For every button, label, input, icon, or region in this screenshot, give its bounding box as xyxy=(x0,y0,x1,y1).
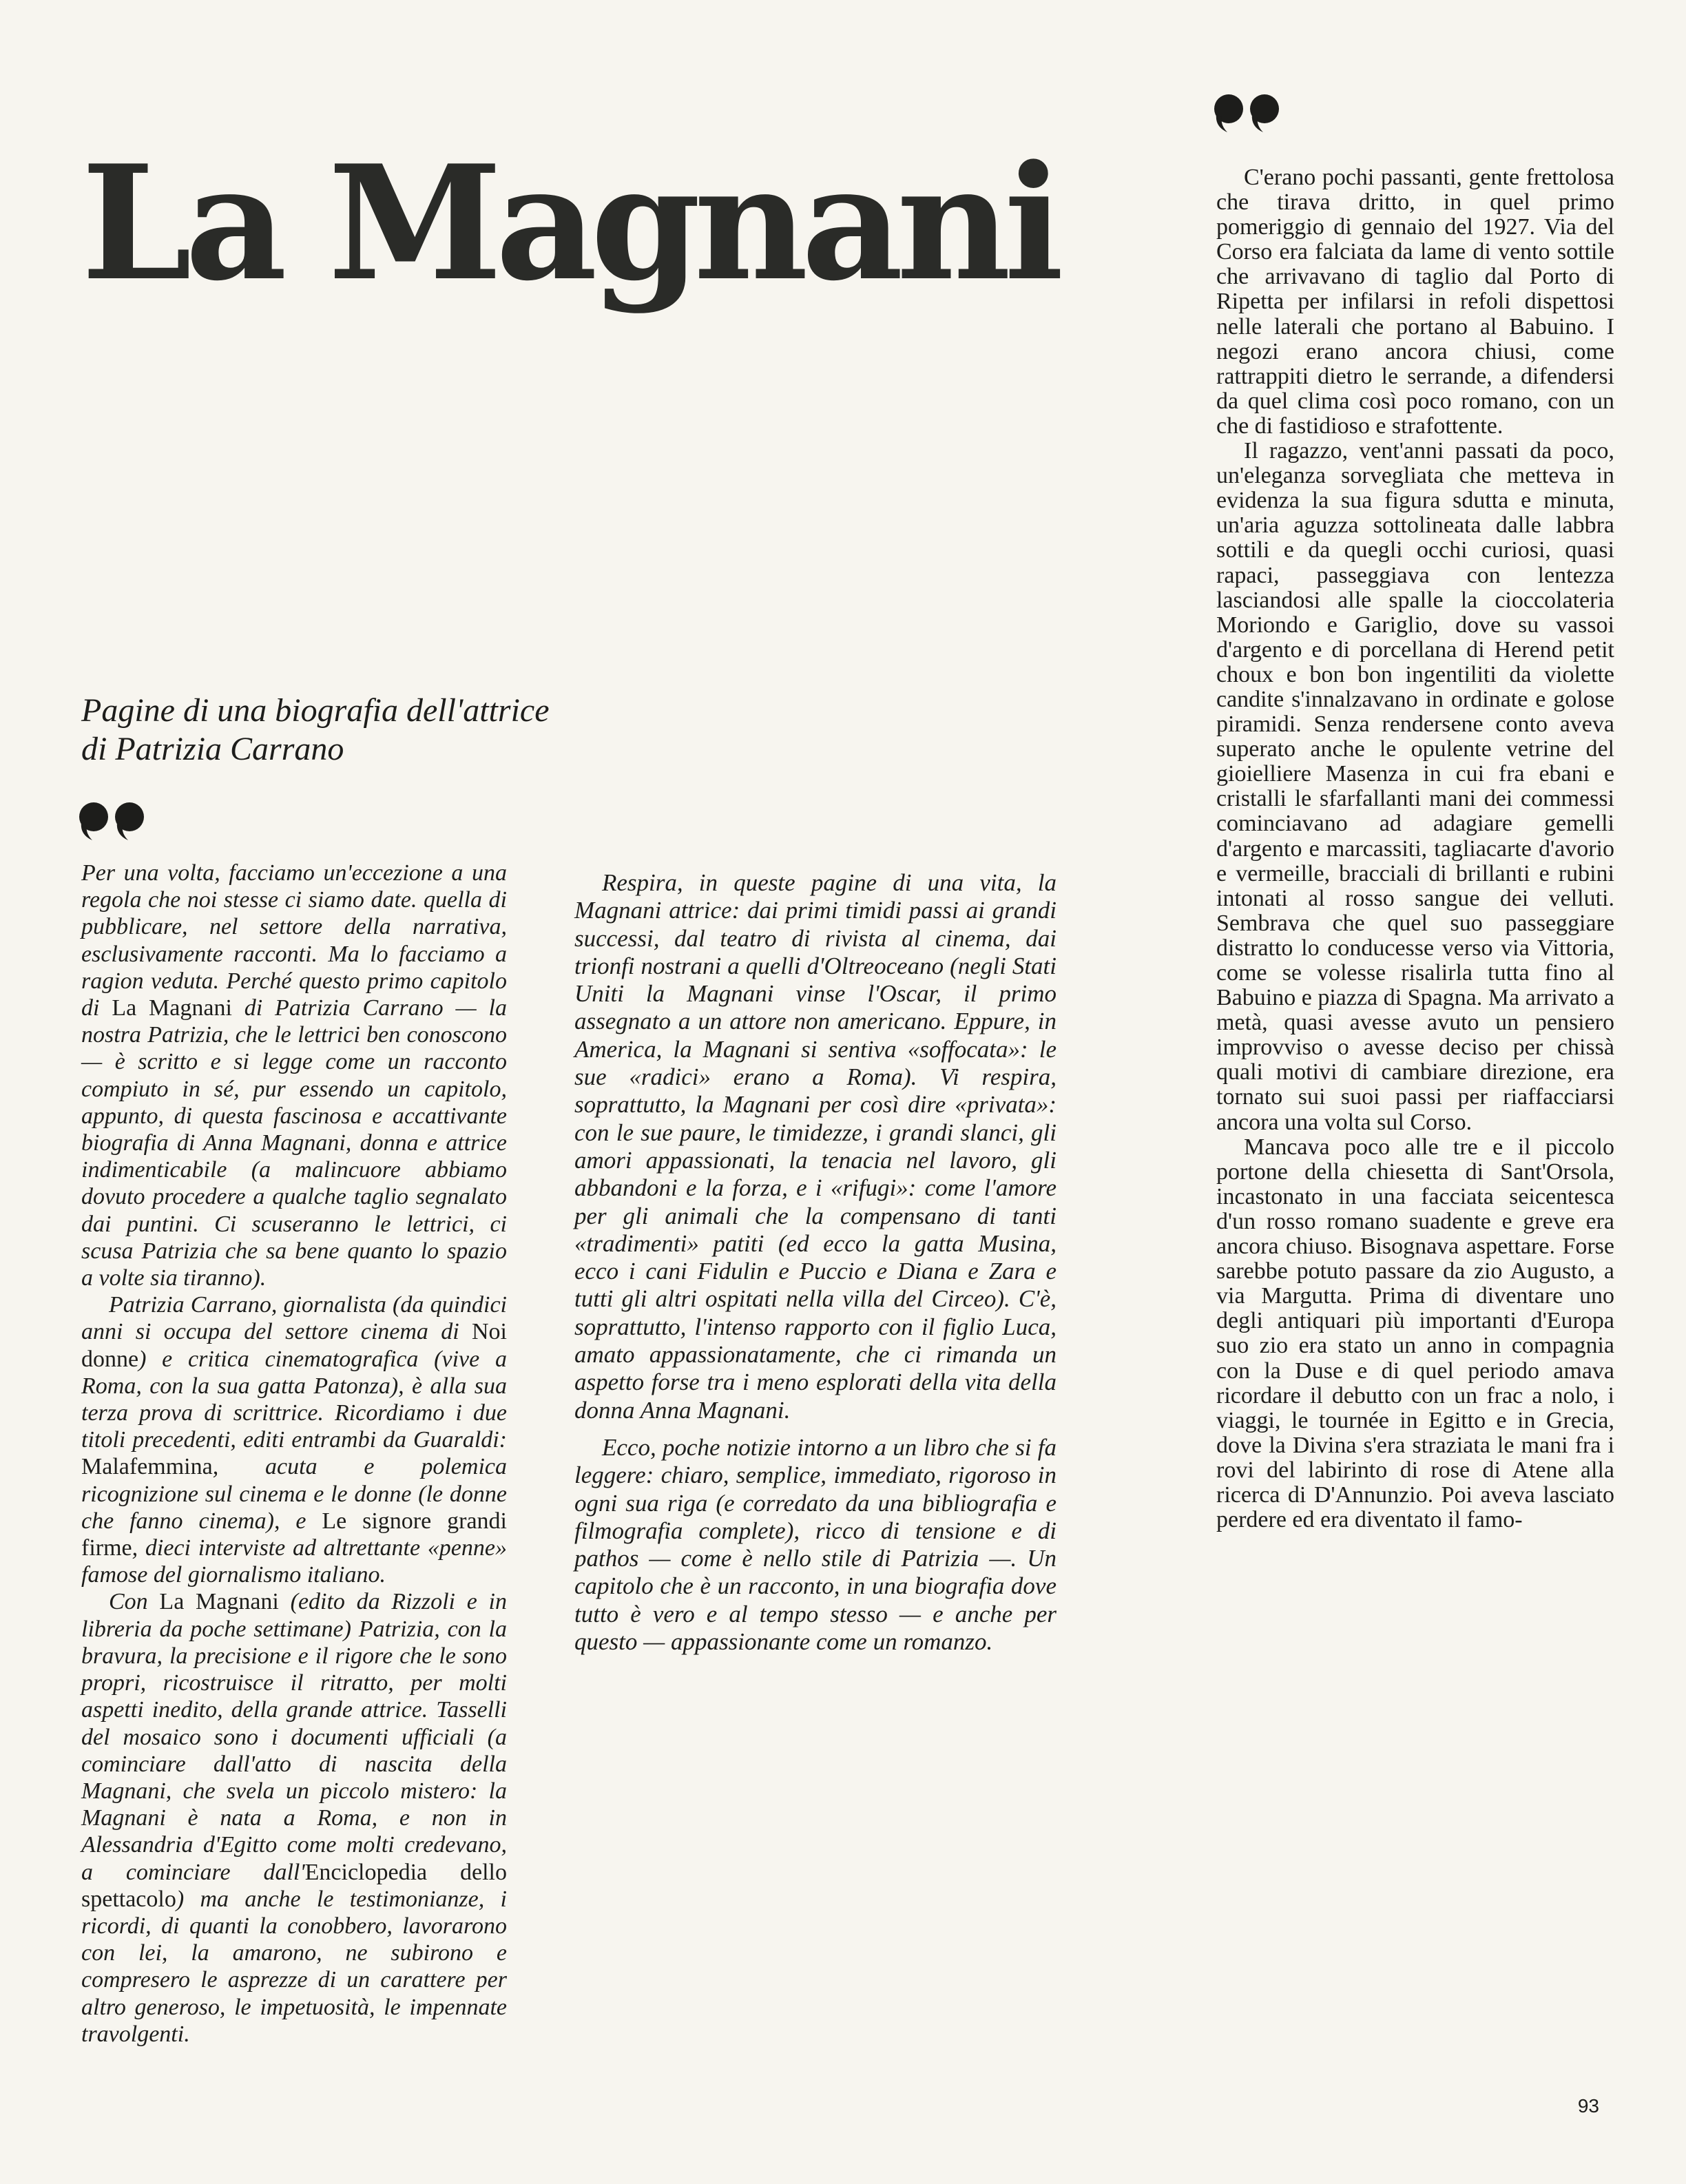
text-run: ) ma anche le testimonianze, i ricordi, di quanti la conobbero, lavorarono con lei, la amarono, ne subirono e compresero le asprezze di un carattere per altro generoso, le impetuosità, le impennate travolgenti. xyxy=(81,1886,507,2047)
page-number: 93 xyxy=(1577,2095,1599,2117)
text-run: ) e critica cinematografica (vive a Roma, con la sua gatta Patonza), è alla sua terza prova di scrittrice. Ricordiamo i due titoli precedenti, editi entrambi da Guaraldi: xyxy=(81,1346,507,1453)
text-run: di Patrizia Carrano — la nostra Patrizia, che le lettrici ben conoscono — è scritto e si legge come un racconto compiuto in sé, pur essendo un capitolo, appunto, di questa fascinosa e accattivante biografia di Anna Magnani, donna e attrice indimenticabile (a malincuore abbiamo dovuto procedere a qualche taglio segnalato dai puntini. Ci scuseranno le lettrici, ci scusa Patrizia che sa bene quanto lo spazio a volte sia tiranno). xyxy=(81,995,508,1291)
text-run: (edito da Rizzoli e in libreria da poche settimane) Patrizia, con la bravura, la precisione e il rigore che le sono propri, ricostruisce il ritratto, per molti aspetti inedito, della grande attrice. Tasselli del mosaico sono i documenti ufficiali (a cominciare dall'atto di nascita della Magnani, che svela un piccolo mistero: la Magnani è nata a Roma, e non in Alessandria d'Egitto come molti credevano, a cominciare dall' xyxy=(81,1589,507,1885)
intro-paragraph xyxy=(81,1588,507,2047)
article-subtitle xyxy=(81,691,646,769)
intro-paragraph: Respira, in queste pagine di una vita, la Magnani attrice: dai primi timidi passi ai grandi successi, dal teatro di rivista al cinema, dai trionfi nostrani a quelli d'Oltreoceano (negli Stati Uniti la Magnani vinse l'Oscar, il primo assegnato a un attore non americano. Eppure, in America, la Magnani si sentiva «soffocata»: le sue «radici» erano a Roma). Vi respira, soprattutto, la Magnani per così dire «privata»: con le sue paure, le timidezze, i grandi slanci, gli amori appassionati, la tenacia nel lavoro, gli abbandoni e la forza, e i «rifugi»: come l'amore per gli animali che la compensano di tanti «tradimenti» patiti (ed ecco la gatta Musina, ecco i cani Fidulin e Puccio e Diana e Zara e tutti gli altri ospitati nella villa del Circeo). C'è, soprattutto, l'intenso rapporto con il figlio Luca, amato appassionatamente, che ci rimanda un aspetto forse tra i meno esplorati della vita della donna Anna Magnani. xyxy=(574,869,1057,1424)
title-reference: Enciclopedia dello spettacolo xyxy=(81,1859,507,1912)
subtitle-line: Pagine di una biografia dell'attrice xyxy=(81,692,550,729)
title-reference: La Magnani xyxy=(112,995,232,1021)
title-reference: Le signore grandi firme xyxy=(81,1508,507,1561)
title-reference: Malafemmina xyxy=(81,1454,213,1480)
text-run: , acuta e polemica ricognizione sul cinema e le donne (le donne che fanno cinema), e xyxy=(81,1454,507,1534)
text-run: Con xyxy=(109,1589,160,1615)
story-paragraph: Il ragazzo, vent'anni passati da poco, un'eleganza sorvegliata che metteva in evidenza la sua figura sdutta e minuta, un'aria aguzza sottolineata dalle labbra sottili e da quegli occhi curiosi, quasi rapaci, passeggiava con lentezza lasciandosi alle spalle la cioccolateria Moriondo e Gariglio, dove su vassoi d'argento e di porcellana di Herend petit choux e bon bon ingentiliti da violette candite s'innalzavano in ordinate e golose piramidi. Senza rendersene conto aveva superato anche le opulente vetrine del gioielliere Masenza in cui fra ebani e cristalli le sfarfallanti mani dei commessi cominciavano ad adagiare gemelli d'argento e marcassiti, tagliacarte d'avorio e vermeille, bracciali di brillanti e rubini intonati al rosso sangue dei velluti. Sembrava che quel suo passeggiare distratto lo conducesse verso via Vittoria, come se volesse risalirla tutta fino al Babuino e piazza di Spagna. Ma arrivato a metà, quasi avesse avuto un pensiero improvviso o avesse deciso per chissà quali motivi di cambiare direzione, era tornato sui suoi passi per riaffacciarsi ancora una volta sul Corso. xyxy=(1216,438,1614,1135)
intro-paragraph: Ecco, poche notizie intorno a un libro che si fa leggere: chiaro, semplice, immediato, rigoroso in ogni sua riga (e corredato da una bibliografia e filmografia complete), ricco di tensione e di pathos — come è nello stile di Patrizia —. Un capitolo che è un racconto, in una biografia dove tutto è vero e al tempo stesso — e anche per questo — appassionante come un romanzo. xyxy=(574,1433,1057,1656)
story-paragraph: C'erano pochi passanti, gente frettolosa che tirava dritto, in quel primo pomeriggio di gennaio del 1927. Via del Corso era falciata da lame di vento sottile che arrivavano di taglio dal Porto di Ripetta per infilarsi in refoli dispettosi nelle laterali che portano al Babuino. I negozi erano ancora chiusi, come rattrappiti dietro le serrande, a difendersi da quel clima così poco romano, con un che di fastidioso e strafottente. xyxy=(1216,165,1614,439)
intro-paragraph xyxy=(81,1291,507,1588)
story-column xyxy=(1216,165,1614,1532)
byline: di Patrizia Carrano xyxy=(81,731,344,767)
story-paragraph: Mancava poco alle tre e il piccolo portone della chiesetta di Sant'Orsola, incastonato in una facciata seicentesca d'un rosso romano suadente e greve era ancora chiuso. Bisognava aspettare. Forse sarebbe potuto passare da zio Augusto, a via Margutta. Prima di diventare uno degli antiquari più importanti d'Europa suo zio era stato un anno in compagnia con la Duse e di quel periodo amava ricordare il debutto con un frac a nolo, i viaggi, le tournée in Egitto e in Grecia, dove la Divina s'era straziata le mani fra i rovi del labirinto di rose di Atene alla ricerca di D'Annunzio. Poi aveva lasciato perdere ed era diventato il famo- xyxy=(1216,1134,1614,1533)
quotation-marks-icon xyxy=(77,799,150,846)
text-run: Per una volta, facciamo un'eccezione a una regola che noi stesse ci siamo date. quella di pubblicare, nel settore della narrativa, esclusivamente racconti. Ma lo facciamo a ragion veduta. Perché questo primo capitolo di xyxy=(81,860,507,1021)
title-reference: La Magnani xyxy=(159,1589,279,1615)
intro-paragraph xyxy=(81,860,507,1291)
title-reference: Noi donne xyxy=(81,1319,507,1372)
intro-column-1 xyxy=(81,860,507,2048)
text-run: , dieci interviste ad altrettante «penne» famose del giornalismo italiano. xyxy=(81,1535,507,1588)
intro-column-2 xyxy=(574,860,1057,1656)
quotation-marks-icon xyxy=(1212,91,1285,138)
article-title: La Magnani xyxy=(81,130,1057,315)
text-run: Patrizia Carrano, giornalista (da quindici anni si occupa del settore cinema di xyxy=(81,1292,507,1345)
